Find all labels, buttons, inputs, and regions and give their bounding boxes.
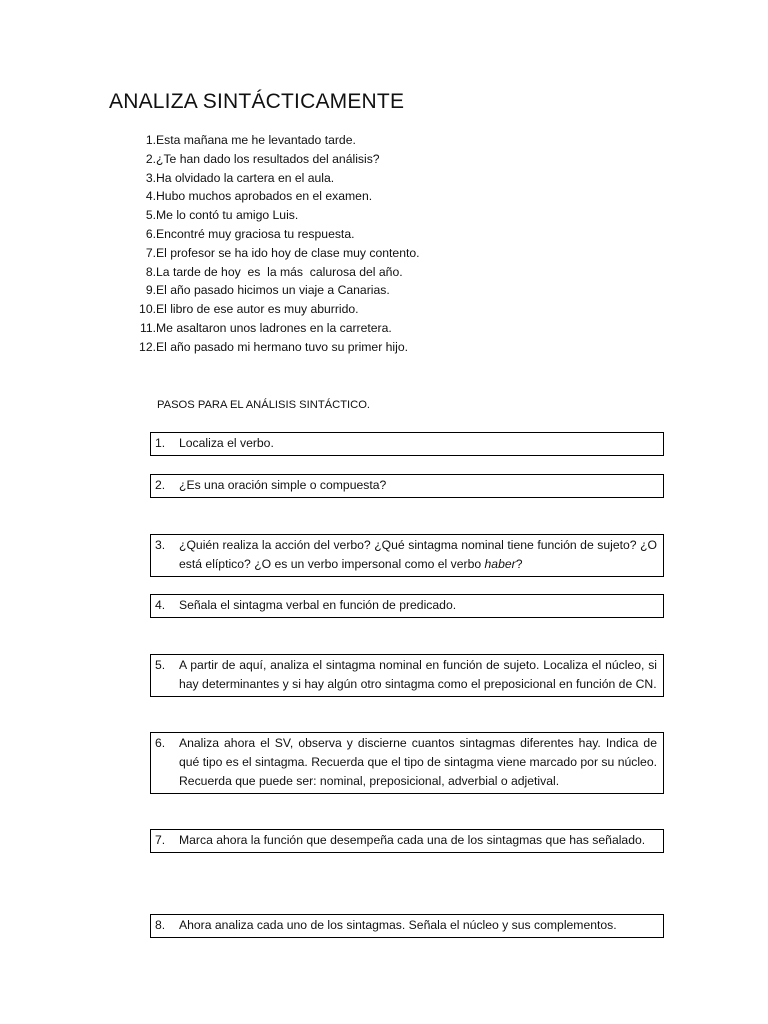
item-number: 2. <box>145 151 156 166</box>
step-box-5 <box>150 654 664 697</box>
step-text-main: ¿Quién realiza la acción del verbo? ¿Qué sintagma nominal tiene función de sujeto? ¿O está elíptico? ¿O es un verbo impersonal como el verbo <box>179 538 657 571</box>
step-box-6 <box>150 732 664 794</box>
item-number: 6. <box>145 226 156 241</box>
step-number: 1. <box>155 436 166 450</box>
item-text: Ha olvidado la cartera en el aula. <box>156 170 335 185</box>
step-number: 3. <box>155 538 166 552</box>
step-text: Analiza ahora el SV, observa y discierne cuantos sintagmas diferentes hay. Indica de qué tipo es el sintagma. Recuerda que el tipo de sintagma viene marcado por su núcleo. Recuerda que puede ser: nominal, preposicional, adverbial o adjetival. <box>179 736 657 788</box>
step-text-italic: haber <box>484 557 516 571</box>
step-text: Ahora analiza cada uno de los sintagmas. Señala el núcleo y sus complementos. <box>179 918 617 932</box>
step-number: 5. <box>155 658 166 672</box>
step-box-2 <box>150 474 664 498</box>
steps-heading: PASOS PARA EL ANÁLISIS SINTÁCTICO. <box>157 399 371 411</box>
item-number: 1. <box>145 133 156 147</box>
list-item <box>116 169 335 188</box>
list-item <box>116 281 390 300</box>
item-number: 9. <box>145 283 156 298</box>
list-item <box>116 206 299 225</box>
list-item <box>116 131 356 150</box>
item-number: 11. <box>139 320 156 335</box>
item-number: 5. <box>145 208 156 223</box>
step-text: Localiza el verbo. <box>179 436 274 450</box>
step-text: ¿Es una oración simple o compuesta? <box>179 478 387 492</box>
item-text: El profesor se ha ido hoy de clase muy contento. <box>156 245 420 260</box>
item-number: 3. <box>145 170 156 185</box>
exercise-sentence-list <box>116 131 420 357</box>
item-text: Encontré muy graciosa tu respuesta. <box>156 226 355 241</box>
list-item <box>116 300 359 319</box>
step-number: 8. <box>155 918 166 932</box>
item-text: Esta mañana me he levantado tarde. <box>156 133 356 147</box>
list-item <box>116 150 380 169</box>
item-number: 4. <box>145 189 156 204</box>
list-item <box>116 187 373 206</box>
item-text: Hubo muchos aprobados en el examen. <box>156 189 373 204</box>
list-item <box>116 225 355 244</box>
step-number: 6. <box>155 736 166 750</box>
step-number: 2. <box>155 478 166 492</box>
item-number: 8. <box>145 264 156 279</box>
step-text <box>179 536 657 574</box>
item-text: La tarde de hoy es la más calurosa del año. <box>156 264 403 279</box>
item-text: El año pasado hicimos un viaje a Canarias. <box>156 283 390 298</box>
list-item <box>116 338 409 357</box>
step-box-1 <box>150 432 664 456</box>
page-title: ANALIZA SINTÁCTICAMENTE <box>109 90 405 113</box>
step-text: Marca ahora la función que desempeña cada una de los sintagmas que has señalado. <box>179 833 646 847</box>
item-number: 10. <box>139 302 156 317</box>
step-number: 4. <box>155 598 166 612</box>
item-number: 12. <box>139 339 156 354</box>
item-text: Me asaltaron unos ladrones en la carretera. <box>156 320 392 335</box>
step-box-7 <box>150 829 664 853</box>
step-text-end: ? <box>515 557 523 571</box>
step-text: Señala el sintagma verbal en función de predicado. <box>179 598 457 612</box>
item-text: Me lo contó tu amigo Luis. <box>156 208 299 223</box>
step-text: A partir de aquí, analiza el sintagma nominal en función de sujeto. Localiza el núcleo, si hay determinantes y si hay algún otro sintagma como el preposicional en función de CN. <box>179 658 657 691</box>
item-text: ¿Te han dado los resultados del análisis? <box>156 151 380 166</box>
item-text: El año pasado mi hermano tuvo su primer hijo. <box>156 339 409 354</box>
step-box-4 <box>150 594 664 618</box>
step-box-8 <box>150 914 664 938</box>
list-item <box>116 244 420 263</box>
item-number: 7. <box>145 245 156 260</box>
list-item <box>116 319 392 338</box>
step-number: 7. <box>155 833 166 847</box>
list-item <box>116 263 403 282</box>
item-text: El libro de ese autor es muy aburrido. <box>156 302 359 317</box>
step-box-3 <box>150 534 664 577</box>
